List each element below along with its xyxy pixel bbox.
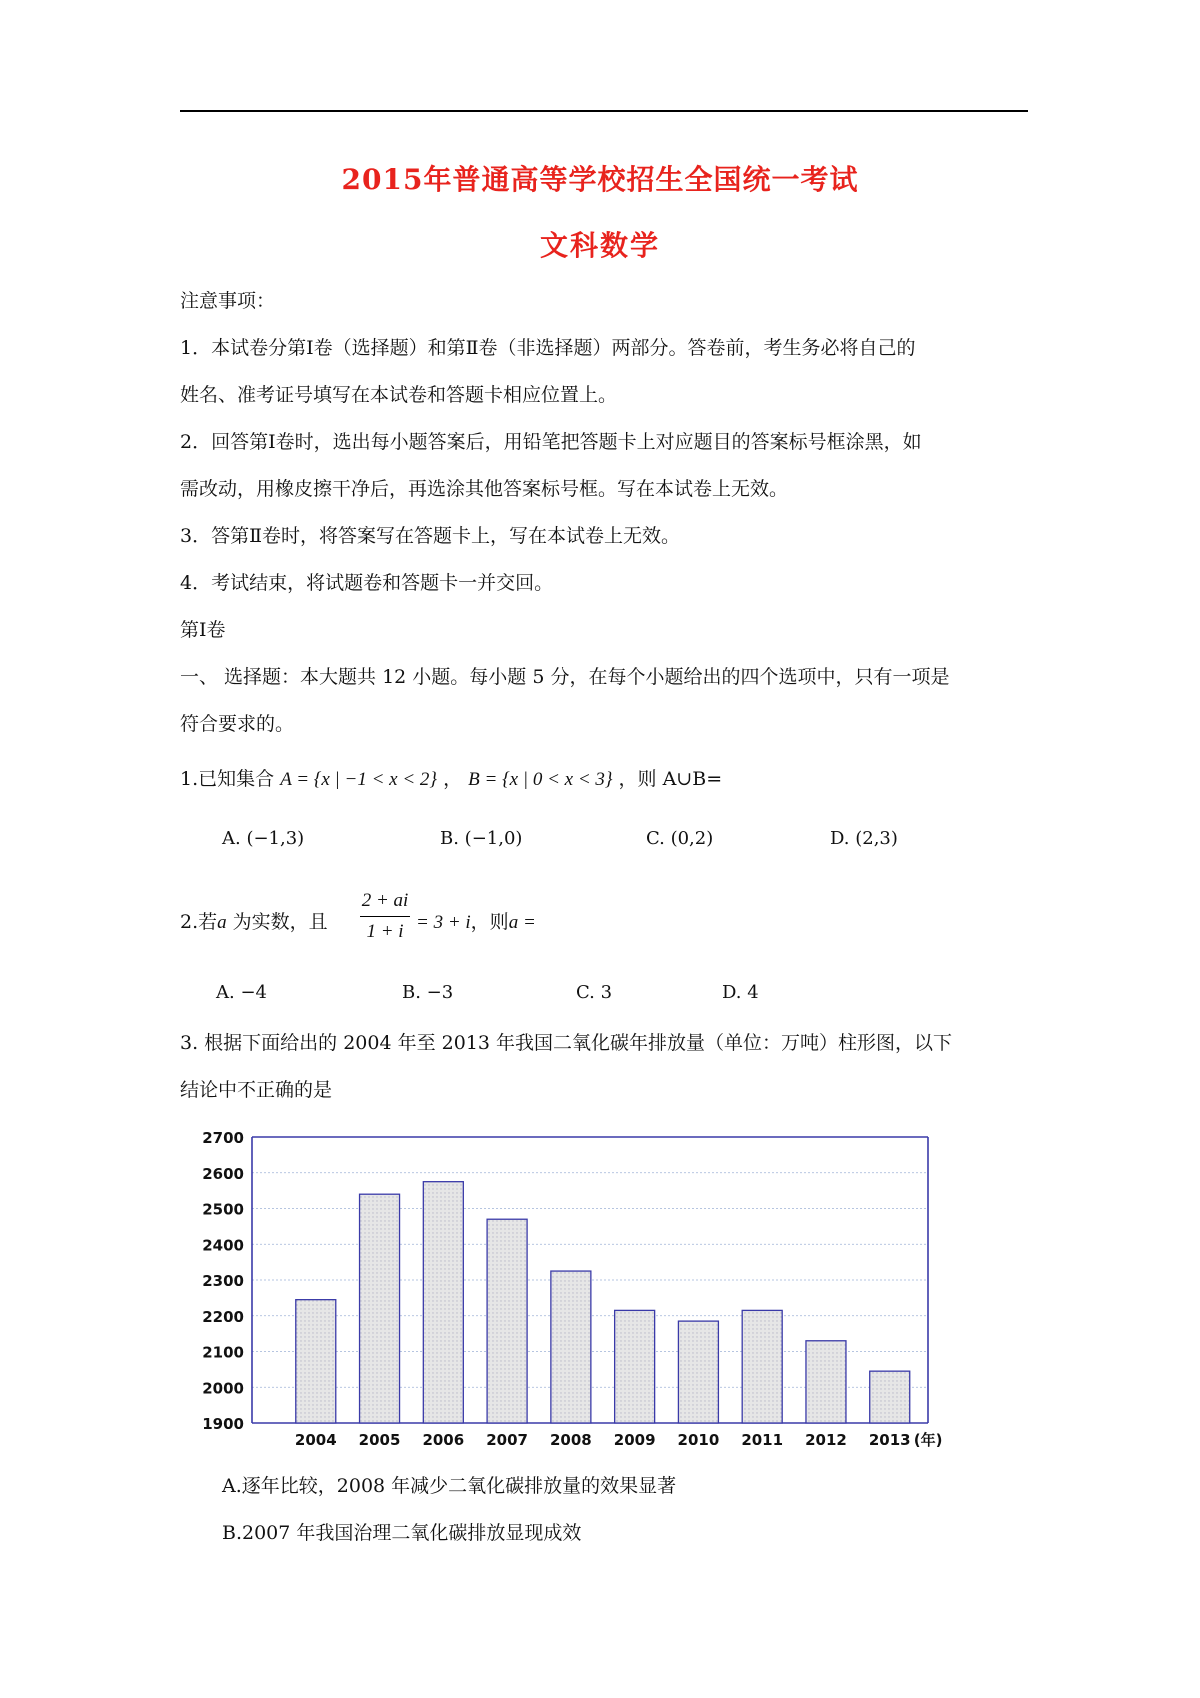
note-1-line-1: 1．本试卷分第Ⅰ卷（选择题）和第Ⅱ卷（非选择题）两部分。答卷前，考生务必将自己的 xyxy=(180,337,916,359)
y-tick-label: 2400 xyxy=(202,1236,244,1255)
q1-option-c: C. (0,2) xyxy=(646,828,714,849)
y-tick-label: 2300 xyxy=(202,1272,244,1290)
bar-2005 xyxy=(360,1194,400,1423)
notes-heading: 注意事项： xyxy=(180,290,276,312)
q2-rhs: = 3 + i xyxy=(416,912,471,933)
y-tick-label: 2100 xyxy=(202,1343,244,1362)
bar-2010 xyxy=(678,1321,718,1423)
note-1-line-2: 姓名、准考证号填写在本试卷和答题卡相应位置上。 xyxy=(180,384,618,406)
q3-option-a: A.逐年比较，2008 年减少二氧化碳排放量的效果显著 xyxy=(222,1475,677,1497)
x-tick-label: 2010 xyxy=(677,1431,720,1449)
x-tick-label: 2011 xyxy=(741,1431,784,1449)
bar-2009 xyxy=(615,1310,655,1423)
q2-option-a: A. −4 xyxy=(216,982,267,1003)
x-tick-label: 2009 xyxy=(613,1431,656,1449)
bar-2012 xyxy=(806,1341,846,1423)
volume-heading: 第Ⅰ卷 xyxy=(180,619,226,641)
x-tick-label: 2007 xyxy=(486,1431,528,1449)
x-tick-label: 2012 xyxy=(805,1431,847,1449)
bar-2013 xyxy=(870,1371,910,1423)
note-4: 4．考试结束，将试题卷和答题卡一并交回。 xyxy=(180,572,554,594)
y-tick-label: 2200 xyxy=(202,1307,244,1326)
y-tick-label: 2000 xyxy=(202,1379,244,1398)
x-tick-label: 2004 xyxy=(294,1431,337,1449)
q1-suffix: ，则 A∪B= xyxy=(618,768,723,790)
x-axis-unit-label: (年) xyxy=(913,1431,943,1449)
bar-2006 xyxy=(423,1182,463,1423)
q2-option-d: D. 4 xyxy=(722,982,759,1003)
x-tick-label: 2013 xyxy=(868,1431,911,1449)
y-tick-label: 2500 xyxy=(202,1200,244,1219)
q2-mid: 为实数，且 xyxy=(226,911,328,933)
question-3-line-1: 3. 根据下面给出的 2004 年至 2013 年我国二氧化碳年排放量（单位：万吨）柱形图，以下 xyxy=(180,1032,953,1054)
question-3-line-2: 结论中不正确的是 xyxy=(180,1079,333,1101)
q1-option-b: B. (−1,0) xyxy=(440,828,523,849)
q1-prefix: 1.已知集合 xyxy=(180,768,275,790)
note-2-line-1: 2．回答第Ⅰ卷时，选出每小题答案后，用铅笔把答题卡上对应题目的答案标号框涂黑，如 xyxy=(180,431,922,453)
q2-option-b: B. −3 xyxy=(402,982,454,1003)
q2-prefix: 2.若 xyxy=(180,911,218,933)
exam-subtitle: 文科数学 xyxy=(539,229,660,262)
y-tick-label: 1900 xyxy=(202,1415,244,1433)
x-tick-label: 2005 xyxy=(358,1431,401,1449)
y-tick-label: 2600 xyxy=(202,1164,244,1183)
q1-option-a: A. (−1,3) xyxy=(222,828,305,849)
q2-var: a xyxy=(217,912,227,933)
q1-sep: ， xyxy=(443,768,463,790)
q1-option-d: D. (2,3) xyxy=(830,828,898,849)
bar-2011 xyxy=(742,1310,782,1423)
exam-title: 2015年普通高等学校招生全国统一考试 xyxy=(341,163,859,196)
q1-set-b: B = {x | 0 < x < 3} xyxy=(468,769,613,790)
q2-denominator: 1 + i xyxy=(366,921,404,942)
note-2-line-2: 需改动，用橡皮擦干净后，再选涂其他答案标号框。写在本试卷上无效。 xyxy=(180,478,789,500)
q2-option-c: C. 3 xyxy=(576,982,613,1003)
bar-2007 xyxy=(487,1219,527,1423)
q1-set-a: A = {x | −1 < x < 2} xyxy=(280,769,438,790)
y-tick-label: 2700 xyxy=(202,1129,244,1147)
bar-2004 xyxy=(296,1300,336,1423)
q2-suffix-text: ，则 xyxy=(470,911,509,933)
q2-suffix-var: a = xyxy=(508,912,536,933)
q3-option-b: B.2007 年我国治理二氧化碳排放显现成效 xyxy=(222,1522,582,1544)
x-tick-label: 2008 xyxy=(549,1431,592,1449)
section-intro-line-2: 符合要求的。 xyxy=(180,713,295,735)
q2-numerator: 2 + ai xyxy=(361,890,409,911)
note-3: 3．答第Ⅱ卷时，将答案写在答题卡上，写在本试卷上无效。 xyxy=(180,525,681,547)
bar-2008 xyxy=(551,1271,591,1423)
section-intro-line-1: 一、 选择题：本大题共 12 小题。每小题 5 分，在每个小题给出的四个选项中，只有一项是 xyxy=(180,666,950,688)
x-tick-label: 2006 xyxy=(422,1431,465,1449)
